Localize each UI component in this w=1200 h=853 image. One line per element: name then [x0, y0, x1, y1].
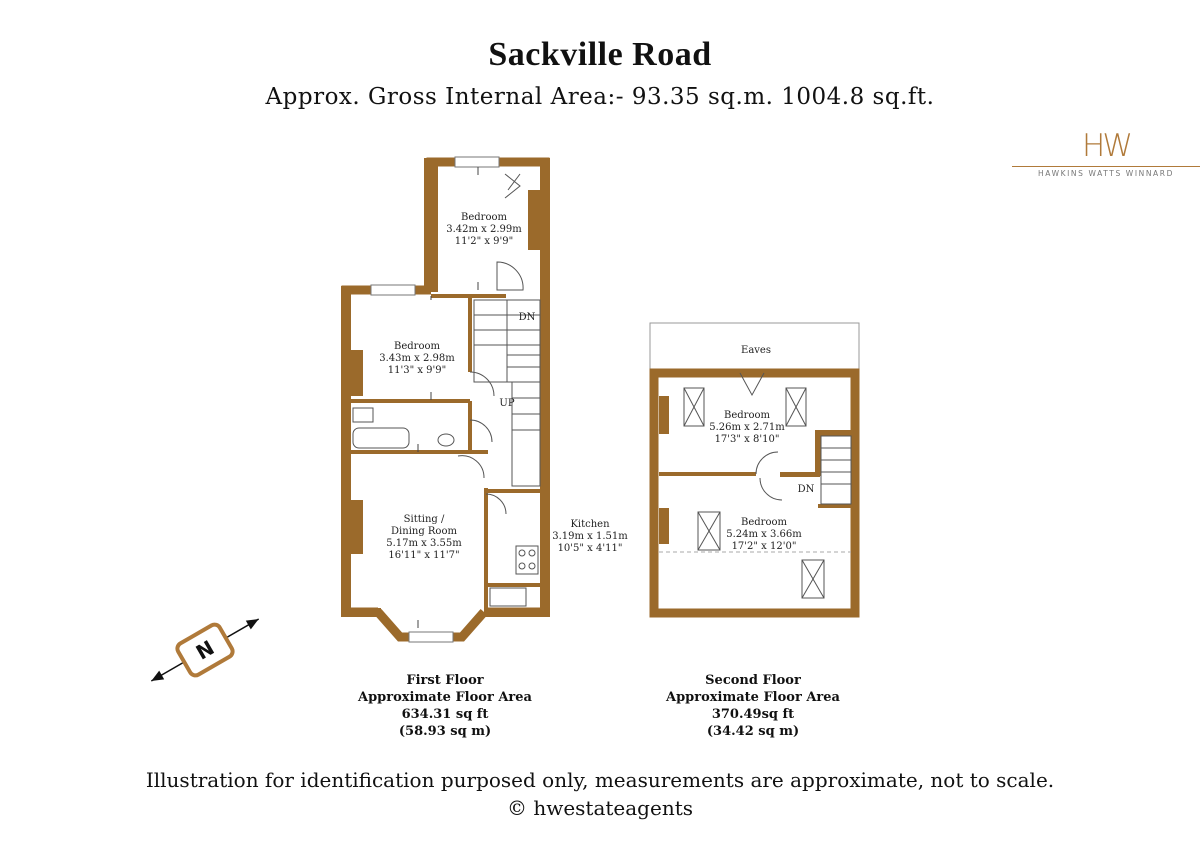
room-name: Bedroom — [461, 212, 507, 223]
floor-area-sqft: 634.31 sq ft — [401, 707, 489, 722]
room-imperial: 17'2" x 12'0" — [731, 541, 797, 552]
stair-down-label: DN — [797, 484, 815, 495]
first-floor-fixtures — [353, 408, 538, 606]
room-name: Bedroom — [724, 410, 770, 421]
floor-name: Second Floor — [705, 673, 801, 688]
floor-area-sqm: (58.93 sq m) — [398, 724, 492, 739]
room-name: Kitchen — [570, 519, 610, 530]
room-metric: 3.19m x 1.51m — [552, 531, 628, 542]
room-metric: 5.24m x 3.66m — [726, 529, 802, 540]
second-floor-plan — [650, 323, 859, 613]
stair-up-label: UP — [499, 398, 515, 409]
floor-area-caption: Approximate Floor Area — [666, 690, 840, 705]
gross-area-subtitle: Approx. Gross Internal Area:- 93.35 sq.m. 1004.8 sq.ft. — [265, 84, 935, 110]
first-floor-stairs — [474, 300, 540, 486]
floor-area-sqft: 370.49sq ft — [711, 707, 795, 722]
disclaimer-footer — [0, 766, 1200, 822]
room-name-line2: Dining Room — [391, 526, 457, 537]
logo-mark: HW — [1082, 128, 1130, 164]
room-metric: 5.17m x 3.55m — [386, 538, 462, 549]
room-imperial: 11'3" x 9'9" — [387, 365, 447, 376]
first-floor-label — [325, 672, 565, 740]
disclaimer-text: Illustration for identification purposed only, measurements are approximate, not to scale. — [145, 768, 1055, 792]
compass-letter: N — [191, 635, 219, 665]
room-name: Sitting / — [403, 514, 445, 525]
page-title: Sackville Road — [488, 36, 712, 73]
floor-area-caption: Approximate Floor Area — [358, 690, 532, 705]
room-imperial: 16'11" x 11'7" — [388, 550, 460, 561]
second-floor-label — [633, 672, 873, 740]
copyright-text: © hwestateagents — [506, 796, 694, 820]
compass-north-icon — [142, 603, 267, 696]
stair-down-label: DN — [518, 312, 536, 323]
first-floor-room-labels — [379, 212, 628, 561]
second-floor-internal-walls — [659, 474, 851, 506]
room-name: Bedroom — [741, 517, 787, 528]
room-metric: 5.26m x 2.71m — [709, 422, 785, 433]
room-imperial: 11'2" x 9'9" — [454, 236, 514, 247]
eaves-label: Eaves — [741, 345, 771, 356]
room-imperial: 10'5" x 4'11" — [557, 543, 623, 554]
floor-area-sqm: (34.42 sq m) — [706, 724, 800, 739]
room-metric: 3.42m x 2.99m — [446, 224, 522, 235]
floor-name: First Floor — [406, 673, 484, 688]
room-metric: 3.43m x 2.98m — [379, 353, 455, 364]
room-imperial: 17'3" x 8'10" — [714, 434, 780, 445]
second-floor-stairs — [821, 436, 851, 504]
logo-text: HAWKINS WATTS WINNARD — [1038, 169, 1174, 178]
first-floor-internal-walls — [346, 296, 545, 612]
room-name: Bedroom — [394, 341, 440, 352]
